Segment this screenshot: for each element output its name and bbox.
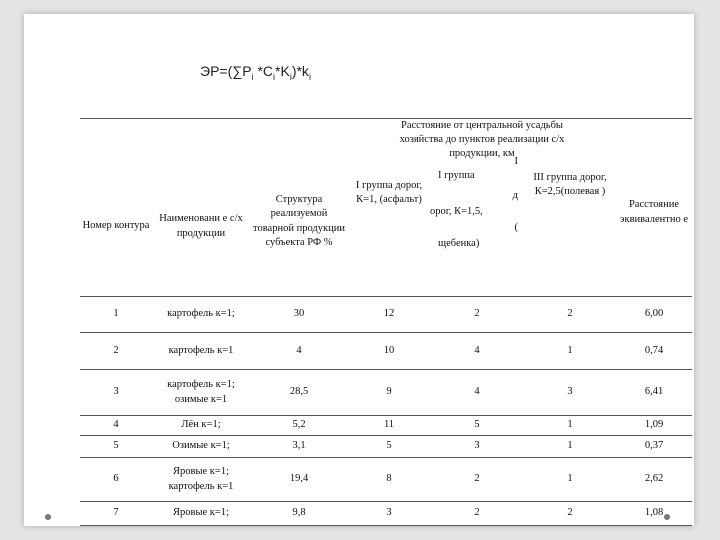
formula-text: $ЭР=(\sum P_i$ $*C_i*K_i)*k_i$	[200, 63, 311, 82]
table-row: 4 Лён к=1; 5,2 11 5 1 1,09	[80, 416, 692, 436]
table-header-row	[80, 119, 692, 297]
distance-table	[80, 118, 692, 526]
table-row: 7 Яровые к=1; 9,8 3 2 2 1,08	[80, 502, 692, 526]
table-row: 6 Яровые к=1; картофель к=1 19,4 8 2 1 2,62	[80, 458, 692, 502]
header-contour: Номер контура	[80, 119, 152, 297]
table-row: 1 картофель к=1; 30 12 2 2 6,00	[80, 297, 692, 333]
header-product-name: Наименовани е с/х продукции	[152, 119, 250, 297]
table-row: 2 картофель к=1 4 10 4 1 0,74	[80, 333, 692, 370]
header-equiv: Расстояние эквивалентно е	[616, 119, 692, 297]
header-group3: III группа дорог, К=2,5(полевая )	[533, 172, 607, 198]
table-row: 3 картофель к=1; озимые к=1 28,5 9 4 3 6,41	[80, 370, 692, 416]
header-structure: Структура реализуемой товарной продукции субъекта РФ %	[250, 119, 348, 297]
header-distance-group	[348, 119, 616, 297]
header-distance-title: Расстояние от центральной усадьбы хозяйства до пунктов реализации с/х продукции, км	[399, 120, 565, 160]
bullet-dot-left	[45, 514, 51, 520]
header-group1: I группа дорог, К=1, (асфальт)	[355, 180, 423, 206]
header-group2: I I группа д орог, К=1,5, ( щебенка)	[430, 156, 518, 249]
table-row: 5 Озимые к=1; 3,1 5 3 1 0,37	[80, 436, 692, 458]
